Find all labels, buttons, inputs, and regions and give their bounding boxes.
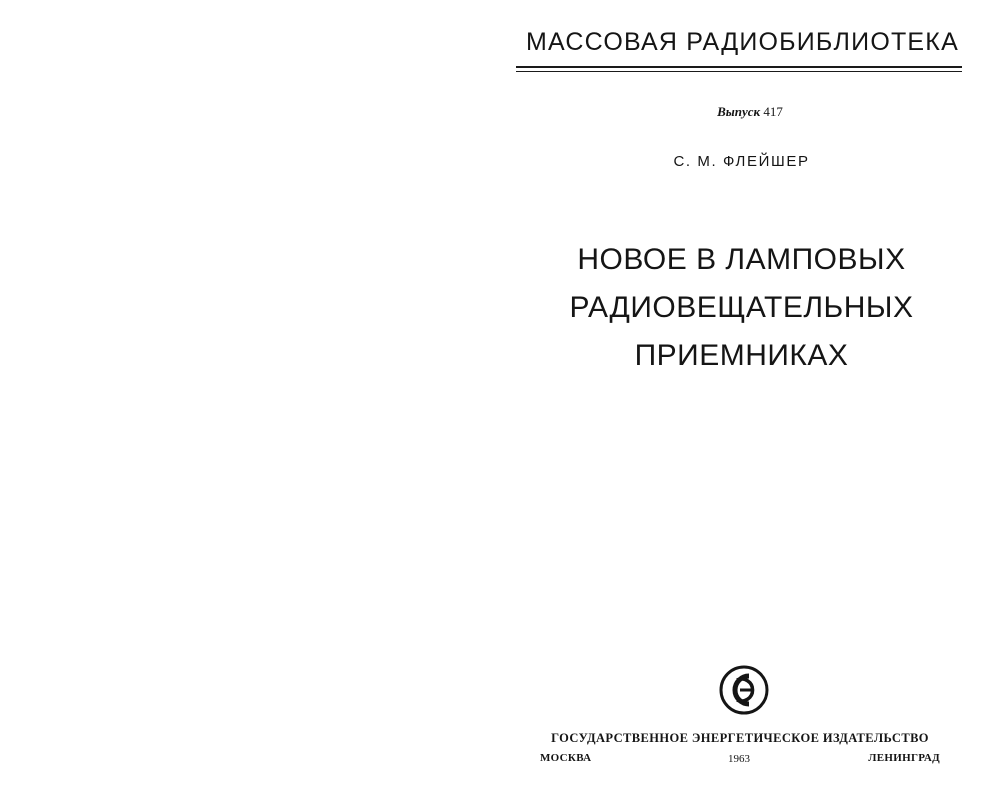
issue-number: 417 bbox=[763, 104, 783, 119]
title-page bbox=[500, 0, 1000, 796]
header-rule-thin bbox=[516, 71, 962, 72]
publisher-name: ГОСУДАРСТВЕННОЕ ЭНЕРГЕТИЧЕСКОЕ ИЗДАТЕЛЬСТВО bbox=[551, 731, 929, 745]
city-moscow: МОСКВА bbox=[540, 752, 592, 764]
book-title-line-3: ПРИЕМНИКАХ bbox=[634, 339, 849, 372]
header-rule-thick bbox=[516, 66, 962, 68]
publication-year: 1963 bbox=[728, 753, 750, 765]
series-title: МАССОВАЯ РАДИОБИБЛИОТЕКА bbox=[526, 28, 959, 56]
publisher-emblem-icon bbox=[718, 664, 770, 716]
author-name: С. М. ФЛЕЙШЕР bbox=[673, 153, 810, 170]
issue-label: Выпуск bbox=[717, 104, 761, 119]
book-title-line-1: НОВОЕ В ЛАМПОВЫХ bbox=[577, 243, 906, 276]
book-title bbox=[500, 236, 983, 380]
book-title-line-2: РАДИОВЕЩАТЕЛЬНЫХ bbox=[569, 291, 914, 324]
issue-line bbox=[500, 104, 1000, 120]
city-leningrad: ЛЕНИНГРАД bbox=[868, 752, 940, 764]
